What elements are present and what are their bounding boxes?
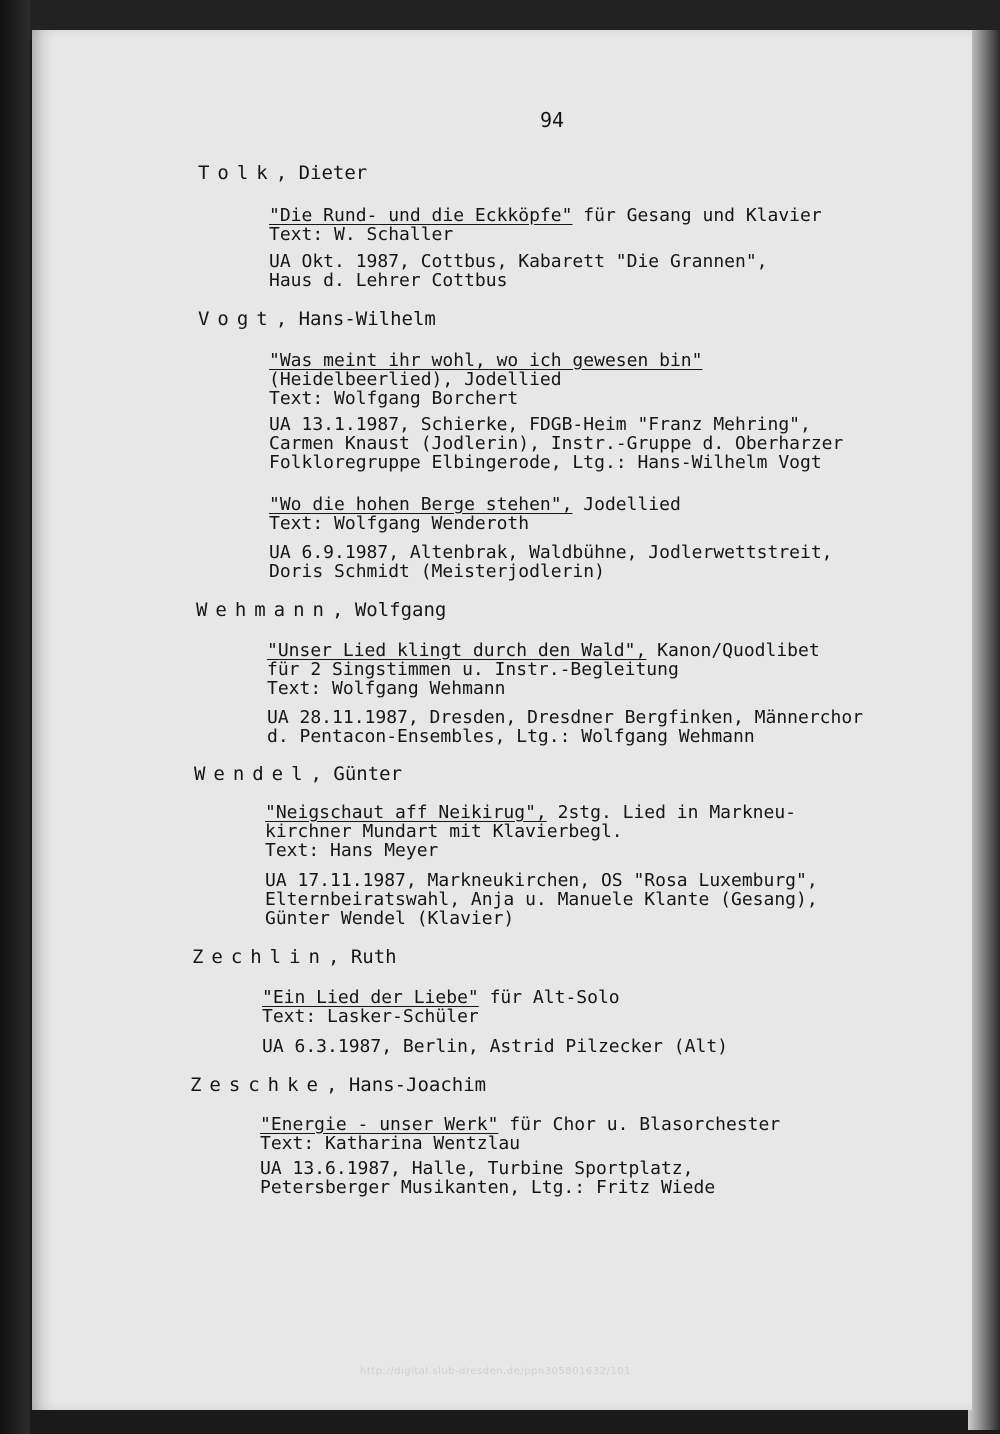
composer-given-name: Dieter: [298, 162, 368, 184]
performance-line: UA 28.11.1987, Dresden, Dresdner Bergfinken, Männerchor: [267, 707, 864, 728]
composer-surname: Zeschke: [190, 1074, 326, 1096]
performance-line: Haus d. Lehrer Cottbus: [269, 270, 508, 291]
composer-heading: Tolk, Dieter: [198, 162, 368, 184]
work-title: "Neigschaut aff Neikirug",: [265, 802, 547, 823]
performance-line: Petersberger Musikanten, Ltg.: Fritz Wiede: [260, 1177, 716, 1198]
work-description: für Gesang und Klavier: [572, 205, 822, 226]
composer-heading: Vogt, Hans-Wilhelm: [198, 308, 436, 330]
work-description: für Alt-Solo: [478, 987, 620, 1008]
work-detail-line: Text: Wolfgang Wehmann: [267, 678, 506, 699]
performance-note: [269, 252, 768, 290]
composer-surname: Tolk: [198, 162, 276, 184]
work-title: "Unser Lied klingt durch den Wald",: [267, 640, 647, 661]
performance-line: Günter Wendel (Klavier): [265, 908, 515, 929]
work-detail-line: (Heidelbeerlied), Jodellied: [269, 369, 562, 390]
composer-heading: Wehmann, Wolfgang: [196, 599, 447, 621]
work-detail-line: Text: Lasker-Schüler: [262, 1006, 479, 1027]
performance-note: [265, 871, 818, 928]
performance-line: UA Okt. 1987, Cottbus, Kabarett "Die Grannen",: [269, 251, 768, 272]
work-description: 2stg. Lied in Markneu-: [546, 802, 797, 823]
performance-line: UA 13.6.1987, Halle, Turbine Sportplatz,: [260, 1158, 694, 1179]
performance-line: UA 17.11.1987, Markneukirchen, OS "Rosa Luxemburg",: [265, 870, 818, 891]
work-title: "Die Rund- und die Eckköpfe": [269, 205, 573, 226]
performance-note: [267, 708, 863, 746]
work-entry: [269, 351, 702, 408]
composer-given-name: Hans-Joachim: [348, 1074, 487, 1096]
composer-surname: Vogt: [198, 308, 276, 330]
work-title: "Ein Lied der Liebe": [262, 987, 479, 1008]
composer-surname: Wehmann: [196, 599, 332, 621]
work-entry: [267, 641, 820, 698]
composer-given-name: Günter: [333, 763, 403, 785]
performance-line: Elternbeiratswahl, Anja u. Manuele Klante (Gesang),: [265, 889, 818, 910]
performance-note: [269, 415, 843, 472]
composer-given-name: Ruth: [350, 946, 397, 968]
composer-heading: Zeschke, Hans-Joachim: [190, 1074, 487, 1096]
work-description: Jodellied: [572, 494, 681, 515]
book-spine: [0, 0, 30, 1434]
performance-line: UA 6.3.1987, Berlin, Astrid Pilzecker (Alt): [262, 1036, 728, 1057]
performance-line: d. Pentacon-Ensembles, Ltg.: Wolfgang Wehmann: [267, 726, 755, 747]
performance-note: [260, 1159, 715, 1197]
performance-note: [269, 543, 833, 581]
work-detail-line: Text: W. Schaller: [269, 224, 454, 245]
work-title: "Was meint ihr wohl, wo ich gewesen bin": [269, 350, 703, 371]
work-entry: [269, 206, 822, 244]
composer-given-name: Wolfgang: [354, 599, 447, 621]
performance-note: [262, 1037, 728, 1056]
work-entry: [269, 495, 681, 533]
composer-given-name: Hans-Wilhelm: [298, 308, 436, 330]
performance-line: UA 13.1.1987, Schierke, FDGB-Heim "Franz Mehring",: [269, 414, 811, 435]
work-title: "Energie - unser Werk": [260, 1114, 499, 1135]
work-entry: [262, 988, 620, 1026]
work-title: "Wo die hohen Berge stehen",: [269, 494, 573, 515]
document-page: [32, 30, 972, 1410]
work-detail-line: Text: Katharina Wentzlau: [260, 1133, 521, 1154]
work-entry: [260, 1115, 780, 1153]
composer-heading: Wendel, Günter: [194, 763, 403, 785]
source-url: http://digital.slub-dresden.de/ppn305801632/101: [360, 1366, 631, 1377]
work-detail-line: Text: Wolfgang Borchert: [269, 388, 519, 409]
work-detail-line: kirchner Mundart mit Klavierbegl.: [265, 821, 623, 842]
work-description: für Chor u. Blasorchester: [498, 1114, 781, 1135]
performance-line: UA 6.9.1987, Altenbrak, Waldbühne, Jodlerwettstreit,: [269, 542, 833, 563]
performance-line: Carmen Knaust (Jodlerin), Instr.-Gruppe d. Oberharzer: [269, 433, 844, 454]
performance-line: Doris Schmidt (Meisterjodlerin): [269, 561, 605, 582]
work-detail-line: Text: Hans Meyer: [265, 840, 439, 861]
work-detail-line: Text: Wolfgang Wenderoth: [269, 513, 530, 534]
work-detail-line: für 2 Singstimmen u. Instr.-Begleitung: [267, 659, 679, 680]
work-description: Kanon/Quodlibet: [646, 640, 820, 661]
performance-line: Folkloregruppe Elbingerode, Ltg.: Hans-Wilhelm Vogt: [269, 452, 822, 473]
composer-surname: Zechlin: [192, 946, 328, 968]
page-number: 94: [540, 108, 565, 132]
composer-heading: Zechlin, Ruth: [192, 946, 397, 968]
composer-surname: Wendel: [194, 763, 311, 785]
page-edge: [968, 30, 1000, 1430]
work-entry: [265, 803, 796, 860]
